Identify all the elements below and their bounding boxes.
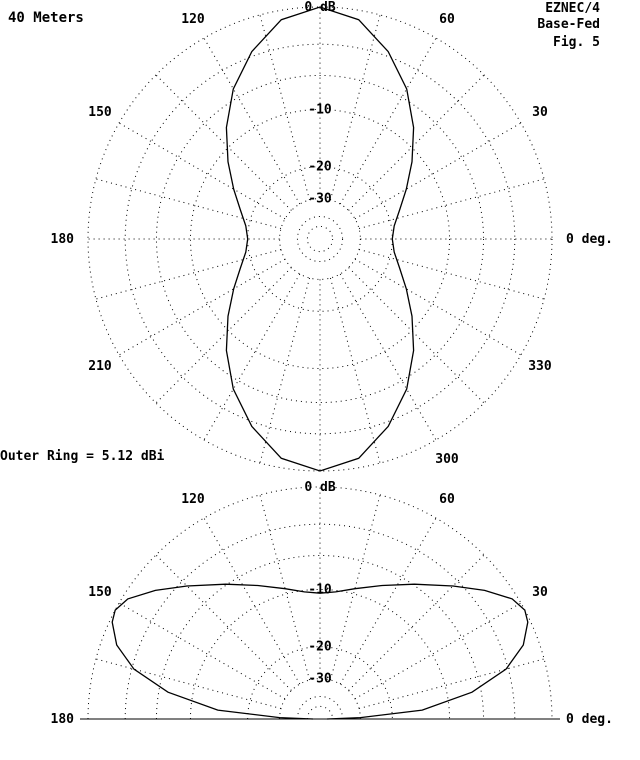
grid-spoke	[359, 179, 544, 229]
grid-ring	[156, 556, 483, 719]
angle-label: 300	[435, 451, 459, 467]
grid-spoke	[359, 249, 544, 299]
grid-spoke	[355, 123, 521, 219]
grid-ring	[297, 216, 342, 261]
grid-ring	[280, 199, 361, 280]
angle-label: 30	[532, 585, 548, 600]
angle-label: 150	[88, 105, 112, 120]
grid-spoke	[330, 278, 380, 463]
grid-spoke	[96, 659, 281, 709]
figure-label: Fig. 5	[553, 35, 600, 50]
grid-spoke	[355, 603, 521, 699]
grid-spoke	[349, 555, 484, 690]
grid-spoke	[204, 38, 300, 204]
grid-spoke	[156, 268, 291, 403]
grid-spoke	[96, 249, 281, 299]
grid-spoke	[119, 603, 285, 699]
grid-ring	[307, 226, 332, 251]
angle-label: 60	[439, 12, 455, 28]
azimuth-plot	[51, 0, 613, 471]
angle-label: 180	[50, 232, 74, 247]
ring-label: -10	[308, 582, 332, 598]
angle-label: 60	[439, 492, 455, 508]
grid-ring	[88, 7, 552, 471]
ring-label: -30	[308, 191, 332, 207]
grid-spoke	[260, 495, 310, 680]
program-label: EZNEC/4	[545, 1, 600, 16]
grid-spoke	[330, 495, 380, 680]
ring-label: -30	[308, 671, 332, 687]
angle-label: 180	[50, 712, 74, 727]
grid-spoke	[119, 259, 285, 355]
grid-spoke	[119, 123, 285, 219]
angle-label: 330	[528, 359, 552, 374]
outer-ring-label: Outer Ring = 5.12 dBi	[0, 449, 165, 464]
ring-label: -10	[308, 102, 332, 118]
antenna-label: Base-Fed	[537, 17, 600, 32]
grid-spoke	[340, 518, 436, 684]
grid-spoke	[355, 259, 521, 355]
grid-spoke	[330, 15, 380, 200]
grid-spoke	[96, 179, 281, 229]
grid-spoke	[340, 274, 436, 440]
grid-spoke	[359, 659, 544, 709]
angle-label: 120	[181, 492, 205, 508]
elevation-plot	[51, 480, 613, 727]
ring-label: 0 dB	[304, 480, 336, 495]
angle-label: 150	[88, 585, 112, 600]
grid-spoke	[204, 274, 300, 440]
grid-spoke	[204, 518, 300, 684]
grid-ring	[307, 706, 332, 719]
grid-spoke	[349, 75, 484, 210]
grid-spoke	[349, 268, 484, 403]
grid-spoke	[156, 75, 291, 210]
ring-label: -20	[308, 639, 332, 655]
angle-label: 210	[88, 359, 112, 374]
ring-label: 0 dB	[304, 0, 336, 15]
grid-spoke	[340, 38, 436, 204]
grid-ring	[297, 696, 342, 719]
grid-spoke	[156, 555, 291, 690]
angle-label: 120	[181, 12, 205, 28]
band-title: 40 Meters	[8, 10, 84, 26]
angle-label: 0 deg.	[566, 712, 613, 727]
ring-label: -20	[308, 159, 332, 175]
angle-label: 30	[532, 105, 548, 120]
grid-spoke	[260, 278, 310, 463]
grid-spoke	[260, 15, 310, 200]
angle-label: 0 deg.	[566, 232, 613, 247]
